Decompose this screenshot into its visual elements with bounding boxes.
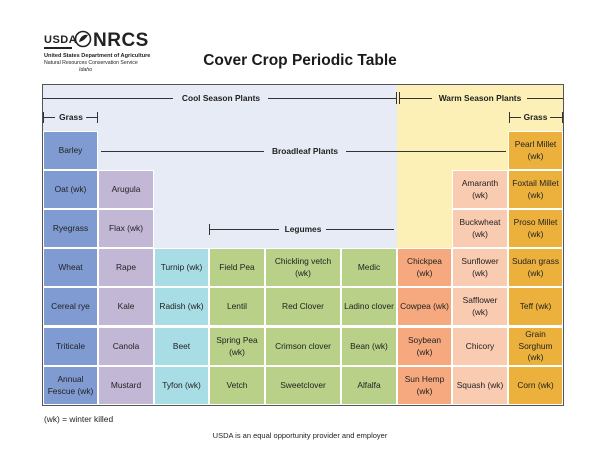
warm-season-line-right: [527, 98, 563, 99]
crop-cell-legume-3: Bean (wk): [341, 327, 397, 366]
crop-cell-warm-grass: Proso Millet (wk): [508, 209, 563, 248]
warm-season-label: Warm Season Plants: [438, 93, 522, 103]
crop-cell-legume-1: Vetch: [209, 366, 265, 405]
crop-cell-warm-grass: Pearl Millet (wk): [508, 131, 563, 170]
crop-cell-warm-legume: Sun Hemp (wk): [397, 366, 452, 405]
grass-right-tick-b: [562, 112, 563, 123]
crop-cell-warm-broadleaf: Safflower (wk): [452, 287, 508, 326]
crop-cell-warm-legume: Cowpea (wk): [397, 287, 452, 326]
season-divider-left: [396, 92, 397, 104]
crop-cell-warm-broadleaf: Buckwheat (wk): [452, 209, 508, 248]
department-name: United States Department of Agriculture: [44, 53, 151, 59]
legumes-tick: [209, 224, 210, 235]
crop-cell-brassica: Mustard: [98, 366, 154, 405]
table-border: [42, 84, 564, 406]
crop-cell-cool-grass: Oat (wk): [43, 170, 98, 209]
crop-cell-brassica: Arugula: [98, 170, 154, 209]
crop-cell-legume-3: Ladino clover: [341, 287, 397, 326]
legumes-label: Legumes: [284, 224, 322, 234]
crop-cell-root: Tyfon (wk): [154, 366, 209, 405]
crop-cell-warm-grass: Grain Sorghum (wk): [508, 327, 563, 366]
crop-cell-brassica: Flax (wk): [98, 209, 154, 248]
crop-cell-cool-grass: Barley: [43, 131, 98, 170]
broadleaf-line-right: [346, 151, 506, 152]
crop-cell-legume-3: Alfalfa: [341, 366, 397, 405]
footnote: (wk) = winter killed: [44, 414, 114, 424]
crop-cell-warm-broadleaf: Sunflower (wk): [452, 248, 508, 287]
page-title: Cover Crop Periodic Table: [203, 52, 397, 69]
grass-right-label: Grass: [523, 112, 548, 122]
crop-cell-legume-2: Crimson clover: [265, 327, 341, 366]
crop-cell-cool-grass: Cereal rye: [43, 287, 98, 326]
grass-left-label: Grass: [59, 112, 83, 122]
grass-left-line-a: [43, 117, 55, 118]
crop-cell-cool-grass: Annual Fescue (wk): [43, 366, 98, 405]
cool-season-label: Cool Season Plants: [181, 93, 261, 103]
crop-cell-brassica: Canola: [98, 327, 154, 366]
crop-cell-warm-legume: Chickpea (wk): [397, 248, 452, 287]
crop-cell-root: Radish (wk): [154, 287, 209, 326]
crop-cell-root: Beet: [154, 327, 209, 366]
crop-cell-warm-grass: Foxtail Millet (wk): [508, 170, 563, 209]
footer-statement: USDA is an equal opportunity provider and employer: [212, 431, 388, 440]
grass-right-line-a: [509, 117, 521, 118]
crop-cell-warm-legume: Soybean (wk): [397, 327, 452, 366]
crop-cell-legume-1: Lentil: [209, 287, 265, 326]
crop-cell-warm-grass: Sudan grass (wk): [508, 248, 563, 287]
broadleaf-label: Broadleaf Plants: [271, 146, 339, 156]
crop-cell-legume-2: Chickling vetch (wk): [265, 248, 341, 287]
cool-season-line-left: [43, 98, 173, 99]
crop-cell-legume-3: Medic: [341, 248, 397, 287]
crop-cell-cool-grass: Ryegrass: [43, 209, 98, 248]
state-name: Idaho: [79, 67, 92, 73]
crop-cell-warm-grass: Corn (wk): [508, 366, 563, 405]
grass-left-tick-b: [97, 112, 98, 123]
nrcs-leaf-icon: [74, 30, 92, 48]
crop-cell-legume-1: Spring Pea (wk): [209, 327, 265, 366]
nrcs-logo-text: NRCS: [93, 30, 149, 51]
crop-cell-brassica: Kale: [98, 287, 154, 326]
crop-cell-warm-broadleaf: Amaranth (wk): [452, 170, 508, 209]
broadleaf-line-left: [101, 151, 264, 152]
grass-right-tick-a: [509, 112, 510, 123]
usda-logo-underline: [44, 47, 72, 49]
crop-cell-warm-broadleaf: Chicory: [452, 327, 508, 366]
crop-cell-cool-grass: Triticale: [43, 327, 98, 366]
crop-cell-warm-broadleaf: Squash (wk): [452, 366, 508, 405]
cool-season-line-right: [268, 98, 397, 99]
crop-cell-legume-2: Sweetclover: [265, 366, 341, 405]
usda-logo-text: USDA: [44, 34, 78, 46]
crop-cell-legume-1: Field Pea: [209, 248, 265, 287]
legumes-line-left: [209, 229, 279, 230]
warm-season-line-left: [400, 98, 432, 99]
crop-cell-warm-grass: Teff (wk): [508, 287, 563, 326]
crop-cell-root: Turnip (wk): [154, 248, 209, 287]
legumes-line-right: [326, 229, 394, 230]
grass-left-tick-a: [43, 112, 44, 123]
crop-cell-brassica: Rape: [98, 248, 154, 287]
crop-cell-cool-grass: Wheat: [43, 248, 98, 287]
crop-cell-legume-2: Red Clover: [265, 287, 341, 326]
service-name: Natural Resources Conservation Service: [44, 60, 138, 66]
